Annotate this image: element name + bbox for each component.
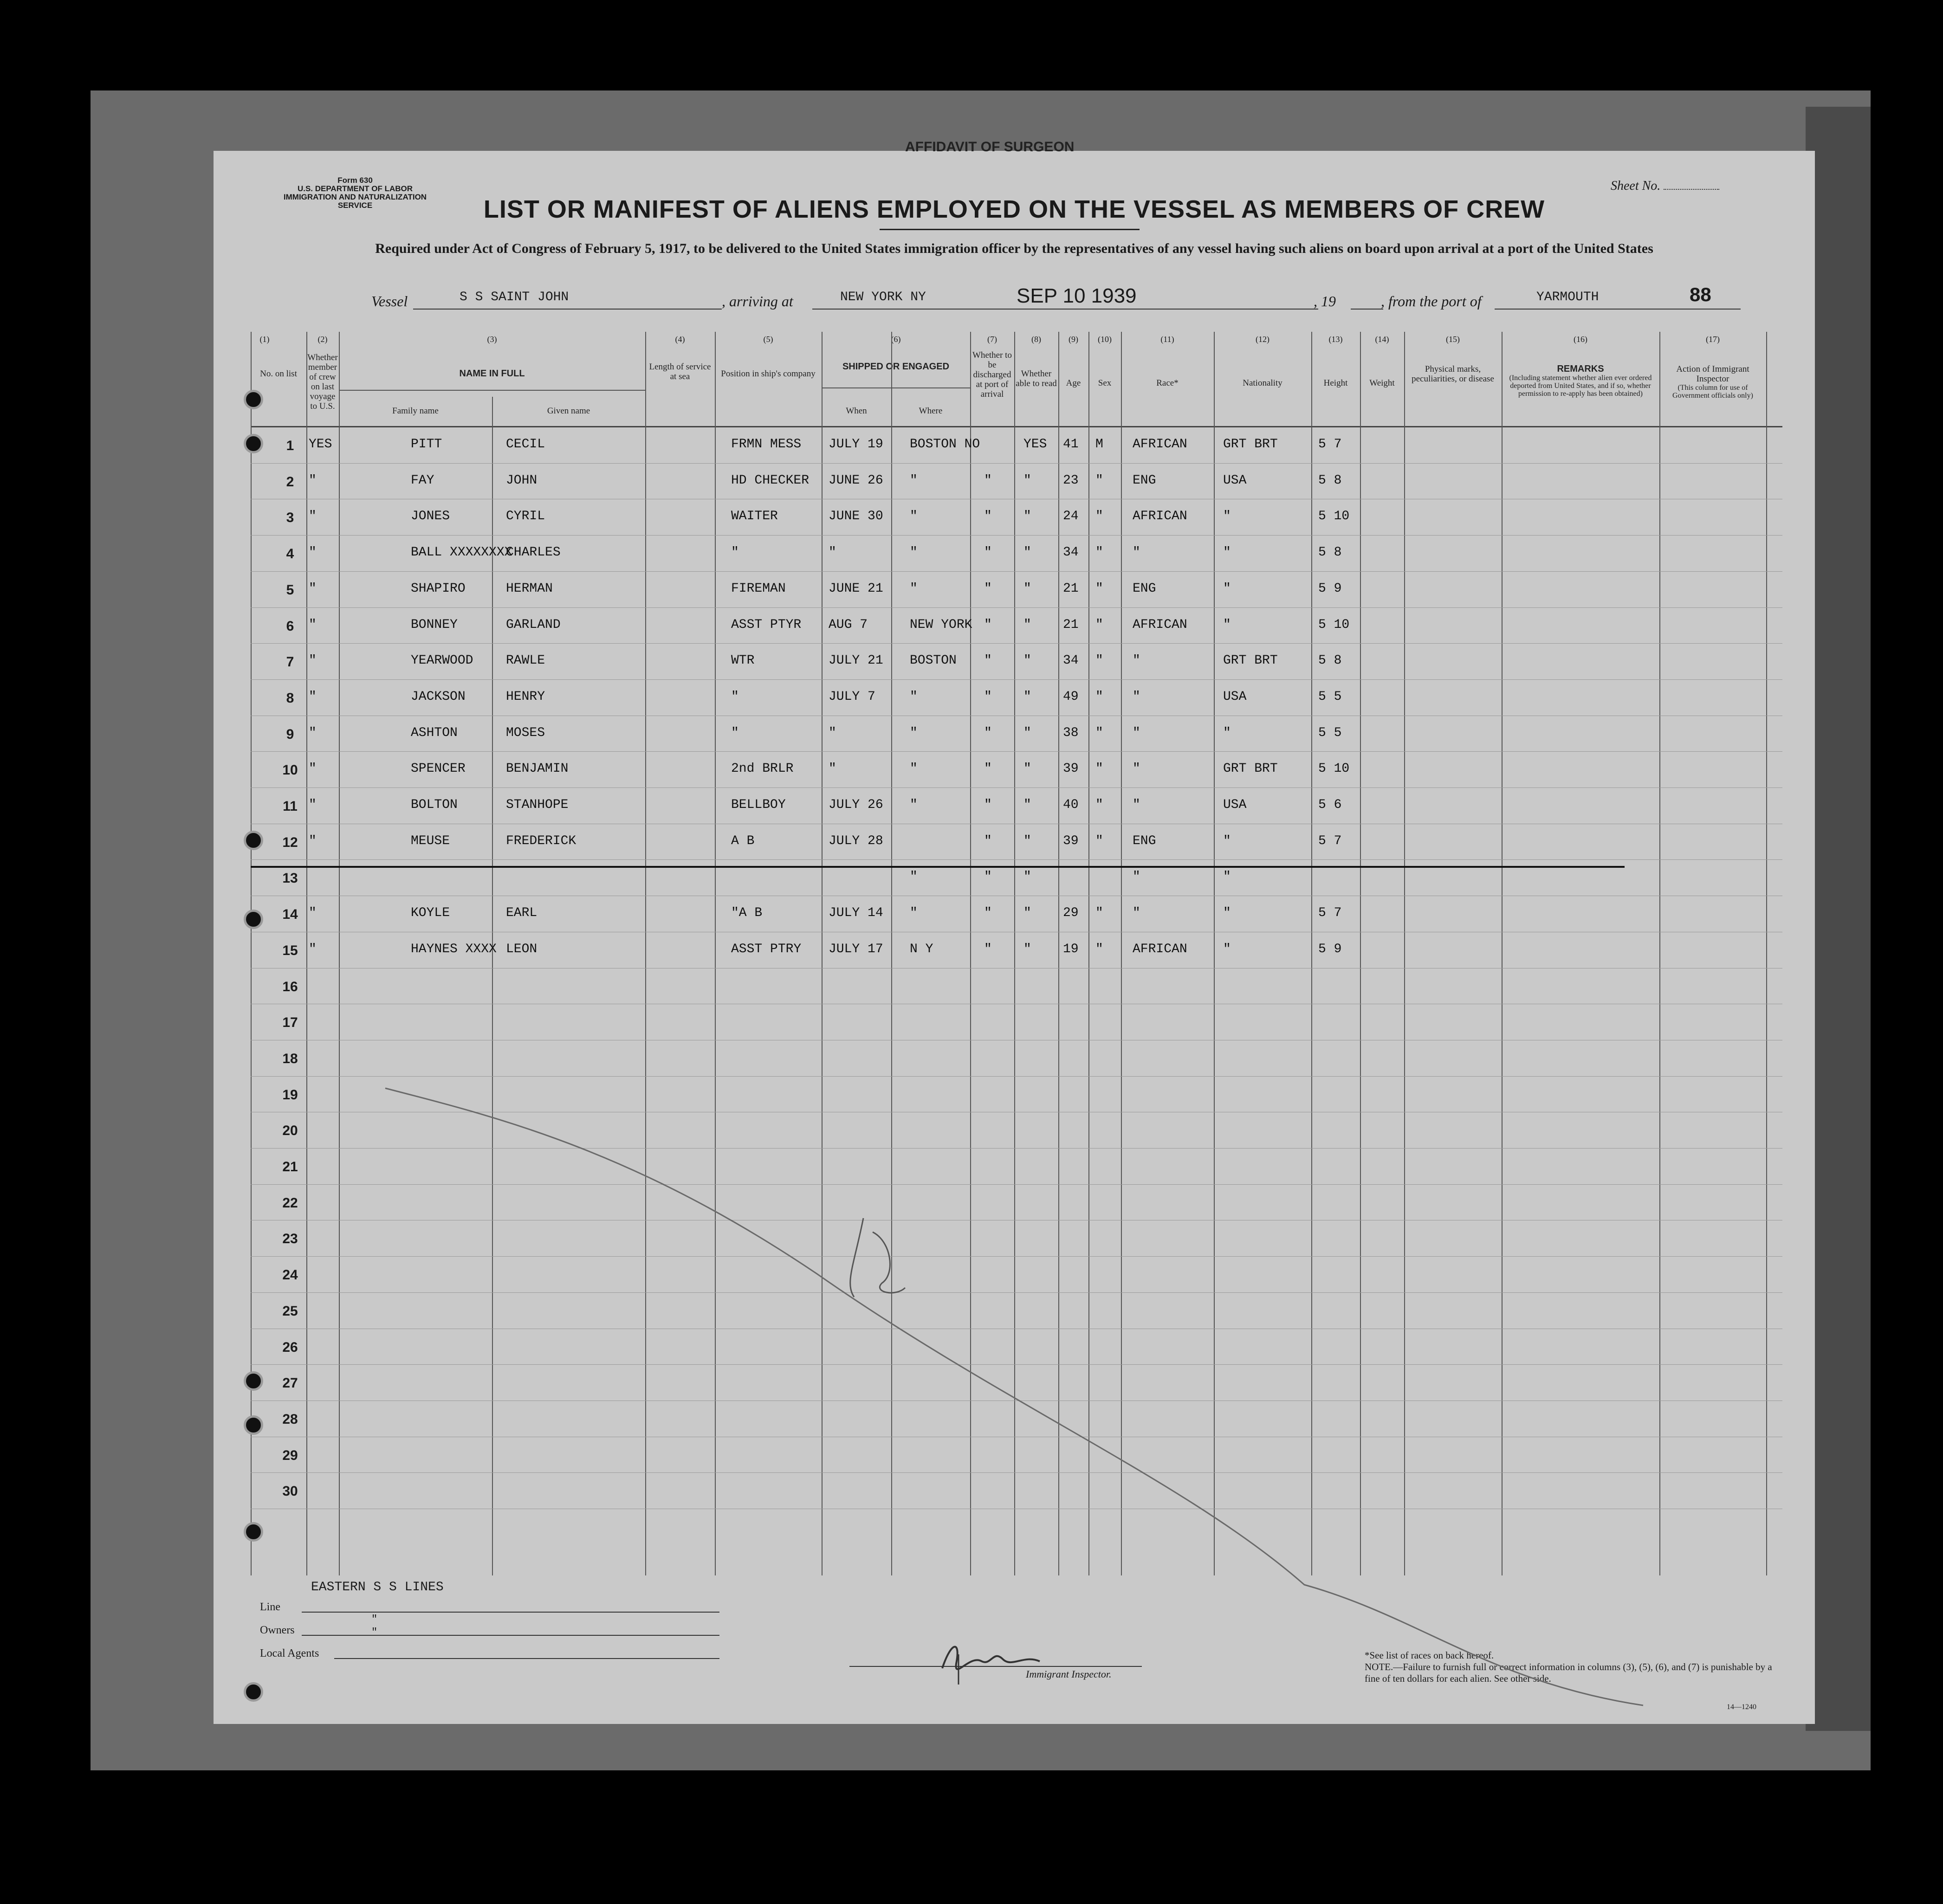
row-number: 29 [282, 1447, 298, 1463]
footnote-penalty: NOTE.—Failure to furnish full or correct information in columns (3), (5), (6), and (7) is punishable by a fine of ten dollars for each alien. See other side. [1365, 1661, 1772, 1684]
cell-when: JULY 19 [829, 437, 883, 452]
col-header-last-voyage: Whether member of crew on last voyage to U.S. [307, 353, 338, 411]
cell-race: ENG [1133, 581, 1156, 596]
cell-family: BOLTON [411, 798, 458, 812]
cell-discharged: " [984, 798, 992, 812]
from-port: YARMOUTH [1536, 290, 1599, 304]
cell-when: AUG 7 [829, 617, 868, 632]
cell-read: " [1023, 473, 1031, 488]
cell-family: SHAPIRO [411, 581, 466, 596]
cell-height: 5 10 [1318, 509, 1350, 524]
cell-race: " [1133, 689, 1140, 704]
colnum-17: (17) [1706, 335, 1720, 344]
cell-position: HD CHECKER [731, 473, 810, 488]
row-number: 3 [286, 510, 294, 526]
colnum-4: (4) [675, 335, 685, 344]
cell-last-voyage: " [309, 689, 317, 704]
cell-age: 29 [1063, 906, 1079, 921]
arriving-port: NEW YORK NY [840, 290, 926, 304]
col-header-no: No. on list [260, 369, 297, 379]
row-number: 16 [282, 979, 298, 994]
cell-height: 5 8 [1318, 473, 1342, 488]
cell-given: STANHOPE [506, 798, 569, 812]
cell-position: " [731, 725, 739, 740]
row-number: 9 [286, 726, 294, 742]
cell-where: NEW YORK [910, 617, 972, 632]
row-number: 23 [282, 1231, 298, 1247]
manifest-sheet [214, 151, 1815, 1724]
cell-age: 39 [1063, 833, 1079, 848]
cell-sex: " [1095, 725, 1103, 740]
row-number: 14 [282, 907, 298, 923]
cell-given: HENRY [506, 689, 545, 704]
cell-read: " [1023, 798, 1031, 812]
cell-position: " [731, 689, 739, 704]
cell-last-voyage: " [309, 545, 317, 560]
cell-sex: " [1095, 833, 1103, 848]
cell-discharged: " [984, 617, 992, 632]
cell-sex: " [1095, 509, 1103, 524]
colnum-15: (15) [1446, 335, 1460, 344]
cell-height: 5 9 [1318, 942, 1342, 956]
cell-nationality: " [1223, 906, 1231, 921]
col-header-sex: Sex [1098, 378, 1112, 388]
cell-given: MOSES [506, 725, 545, 740]
cell-discharged: " [984, 545, 992, 560]
cell-age: 39 [1063, 762, 1079, 776]
form-department: U.S. DEPARTMENT OF LABOR [297, 184, 413, 193]
cell-where: " [910, 906, 918, 921]
cell-family: HAYNES XXXX [411, 942, 497, 956]
cell-when: JULY 28 [829, 833, 883, 848]
cell-given: GARLAND [506, 617, 561, 632]
cell-family: YEARWOOD [411, 653, 473, 668]
colnum-9: (9) [1069, 335, 1078, 344]
colnum-1: (1) [259, 335, 270, 344]
row-number: 10 [282, 762, 298, 778]
cell-family: SPENCER [411, 762, 466, 776]
cell-when: JUNE 26 [829, 473, 883, 488]
cell-last-voyage: " [309, 473, 317, 488]
colnum-10: (10) [1098, 335, 1112, 344]
col-header-where: Where [919, 406, 943, 416]
cell-height: 5 7 [1318, 437, 1342, 452]
cell-position: "A B [731, 906, 763, 921]
cell-where: BOSTON [910, 653, 957, 668]
row-number: 7 [286, 654, 294, 670]
cell-given: EARL [506, 906, 538, 921]
cell-discharged: " [984, 870, 992, 884]
cell-sex: " [1095, 689, 1103, 704]
cell-family: JACKSON [411, 689, 466, 704]
arrival-date-stamp: SEP 10 1939 [1017, 284, 1137, 307]
owners-value: " [371, 1626, 378, 1638]
cell-age: 19 [1063, 942, 1079, 956]
col-header-height: Height [1323, 378, 1348, 388]
cell-race: ENG [1133, 833, 1156, 848]
cell-position: FIREMAN [731, 581, 786, 596]
action-note: (This column for use of Government officials only) [1672, 384, 1753, 400]
cell-given: HERMAN [506, 581, 553, 596]
colnum-7: (7) [987, 335, 997, 344]
cell-sex: " [1095, 942, 1103, 956]
row-number: 4 [286, 546, 294, 562]
cell-when: " [829, 545, 836, 560]
row-number: 28 [282, 1411, 298, 1427]
cell-height: 5 5 [1318, 689, 1342, 704]
cell-nationality: " [1223, 617, 1231, 632]
cell-position: " [731, 545, 739, 560]
cell-where: " [910, 870, 918, 884]
cell-read: " [1023, 906, 1031, 921]
sheet-number: 88 [1690, 284, 1711, 305]
owners-label: Owners [260, 1624, 295, 1636]
affidavit-of-surgeon: AFFIDAVIT OF SURGEON [905, 139, 1075, 155]
form-service: IMMIGRATION AND NATURALIZATION SERVICE [283, 193, 427, 210]
cell-given: JOHN [506, 473, 538, 488]
cell-when: JULY 21 [829, 653, 883, 668]
col-header-physical-marks: Physical marks, peculiarities, or disease [1412, 364, 1494, 384]
cell-race: " [1133, 762, 1140, 776]
col-header-when: When [846, 406, 867, 416]
cell-height: 5 8 [1318, 653, 1342, 668]
cell-where: " [910, 509, 918, 524]
cell-height: 5 5 [1318, 725, 1342, 740]
cell-read: " [1023, 653, 1031, 668]
cell-nationality: GRT BRT [1223, 437, 1278, 452]
footnote-races: *See list of races on back hereof. [1365, 1650, 1494, 1661]
cell-where: " [910, 581, 918, 596]
cell-sex: " [1095, 581, 1103, 596]
cell-read: " [1023, 509, 1031, 524]
year-label: , 19 [1314, 293, 1336, 310]
cell-family: PITT [411, 437, 442, 452]
row-number: 5 [286, 582, 294, 598]
cell-age: 38 [1063, 725, 1079, 740]
line-ditto: " [371, 1614, 378, 1625]
cell-when: " [829, 725, 836, 740]
cell-when: JUNE 30 [829, 509, 883, 524]
cell-where: " [910, 473, 918, 488]
cell-age: 23 [1063, 473, 1079, 488]
cell-last-voyage: " [309, 509, 317, 524]
cell-last-voyage: YES [309, 437, 332, 452]
cell-sex: " [1095, 617, 1103, 632]
col-header-nationality: Nationality [1243, 378, 1282, 388]
cell-race: " [1133, 725, 1140, 740]
cell-nationality: " [1223, 725, 1231, 740]
cell-where: " [910, 762, 918, 776]
cell-read: " [1023, 942, 1031, 956]
sheet-no-label: Sheet No. [1611, 179, 1661, 193]
vessel-label: Vessel [371, 293, 408, 310]
cell-family: BALL XXXXXXXX [411, 545, 512, 560]
cell-read: " [1023, 689, 1031, 704]
colnum-6: (6) [891, 335, 901, 344]
cell-position: WAITER [731, 509, 778, 524]
colnum-16: (16) [1574, 335, 1587, 344]
colnum-2: (2) [317, 335, 328, 344]
cell-position: ASST PTYR [731, 617, 802, 632]
colnum-12: (12) [1256, 335, 1269, 344]
cell-read: " [1023, 581, 1031, 596]
cell-sex: M [1095, 437, 1103, 452]
cell-when: " [829, 762, 836, 776]
row-number: 24 [282, 1267, 298, 1283]
cell-sex: " [1095, 798, 1103, 812]
col-header-weight: Weight [1369, 378, 1395, 388]
cell-read: " [1023, 617, 1031, 632]
cell-nationality: " [1223, 581, 1231, 596]
cell-family: ASHTON [411, 725, 458, 740]
colnum-13: (13) [1328, 335, 1343, 344]
row-number: 20 [282, 1123, 298, 1139]
vessel-name: S S SAINT JOHN [460, 290, 569, 304]
col-header-age: Age [1066, 378, 1081, 388]
cell-when: JULY 7 [829, 689, 875, 704]
col-header-family-name: Family name [392, 406, 439, 416]
from-port-label: , from the port of [1381, 293, 1482, 310]
cell-read: " [1023, 545, 1031, 560]
remarks-note: (Including statement whether alien ever ordered deported from United States, and if so, whether permission to re-apply has been obtained) [1509, 374, 1652, 398]
cell-last-voyage: " [309, 617, 317, 632]
cell-given: CECIL [506, 437, 545, 452]
cell-height: 5 8 [1318, 545, 1342, 560]
cell-age: 24 [1063, 509, 1079, 524]
colnum-8: (8) [1031, 335, 1041, 344]
colnum-14: (14) [1375, 335, 1389, 344]
cell-nationality: " [1223, 870, 1231, 884]
line-label: Line [260, 1601, 280, 1613]
row-number: 8 [286, 690, 294, 706]
colnum-3: (3) [487, 335, 497, 344]
cell-age: 49 [1063, 689, 1079, 704]
cell-discharged: " [984, 725, 992, 740]
cell-age: 34 [1063, 545, 1079, 560]
cell-discharged: " [984, 473, 992, 488]
cell-position: ASST PTRY [731, 942, 802, 956]
cell-age: 41 [1063, 437, 1079, 452]
cell-position: FRMN MESS [731, 437, 802, 452]
row-number: 27 [282, 1375, 298, 1391]
cell-height: 5 10 [1318, 762, 1350, 776]
row-number: 22 [282, 1195, 298, 1211]
cell-read: YES [1023, 437, 1047, 452]
row-number: 12 [282, 834, 298, 850]
cell-nationality: " [1223, 545, 1231, 560]
cell-age: 21 [1063, 581, 1079, 596]
row-number: 6 [286, 618, 294, 634]
colnum-5: (5) [763, 335, 773, 344]
cell-race: " [1133, 870, 1140, 884]
cell-race: AFRICAN [1133, 437, 1187, 452]
cell-height: 5 6 [1318, 798, 1342, 812]
cell-race: ENG [1133, 473, 1156, 488]
col-header-race: Race* [1156, 378, 1179, 388]
cell-position: WTR [731, 653, 755, 668]
cell-family: KOYLE [411, 906, 450, 921]
cell-where: " [910, 689, 918, 704]
cell-race: " [1133, 798, 1140, 812]
cell-sex: " [1095, 906, 1103, 921]
row-number: 26 [282, 1339, 298, 1355]
cell-sex: " [1095, 473, 1103, 488]
cell-sex: " [1095, 762, 1103, 776]
page-subtitle: Required under Act of Congress of February 5, 1917, to be delivered to the United States immigration officer by the representatives of any vessel having such aliens on board upon arrival at a port of the United States [375, 241, 1653, 256]
cell-race: AFRICAN [1133, 942, 1187, 956]
col-header-given-name: Given name [547, 406, 590, 416]
cell-nationality: USA [1223, 798, 1247, 812]
cell-discharged: " [984, 906, 992, 921]
cell-height: 5 9 [1318, 581, 1342, 596]
cell-last-voyage: " [309, 653, 317, 668]
row-number: 21 [282, 1159, 298, 1175]
cell-read: " [1023, 870, 1031, 884]
cell-read: " [1023, 833, 1031, 848]
cell-nationality: USA [1223, 473, 1247, 488]
cell-nationality: " [1223, 942, 1231, 956]
cell-where: " [910, 798, 918, 812]
cell-age: 40 [1063, 798, 1079, 812]
cell-when: JULY 26 [829, 798, 883, 812]
cell-discharged: " [984, 581, 992, 596]
cell-last-voyage: " [309, 906, 317, 921]
cell-age: 34 [1063, 653, 1079, 668]
cell-given: CHARLES [506, 545, 561, 560]
row-number: 2 [286, 474, 294, 490]
action-label: Action of Immigrant Inspector [1676, 364, 1749, 384]
cell-age: 21 [1063, 617, 1079, 632]
cell-nationality: " [1223, 833, 1231, 848]
cell-given: CYRIL [506, 509, 545, 524]
cell-position: BELLBOY [731, 798, 786, 812]
cell-race: AFRICAN [1133, 509, 1187, 524]
row-number: 19 [282, 1087, 298, 1103]
inspector-label: Immigrant Inspector. [1026, 1668, 1112, 1680]
cell-given: RAWLE [506, 653, 545, 668]
cell-height: 5 7 [1318, 906, 1342, 921]
cell-where: " [910, 545, 918, 560]
cell-family: JONES [411, 509, 450, 524]
cell-race: " [1133, 906, 1140, 921]
cell-family: BONNEY [411, 617, 458, 632]
cell-sex: " [1095, 545, 1103, 560]
row-number: 13 [282, 871, 298, 886]
row-number: 1 [286, 438, 294, 453]
col-header-service: Length of service at sea [649, 362, 711, 381]
cell-race: AFRICAN [1133, 617, 1187, 632]
cell-discharged: " [984, 689, 992, 704]
line-value: EASTERN S S LINES [311, 1580, 444, 1594]
col-header-discharged: Whether to be discharged at port of arrival [972, 350, 1012, 399]
cell-when: JULY 17 [829, 942, 883, 956]
agents-label: Local Agents [260, 1647, 319, 1659]
cell-last-voyage: " [309, 581, 317, 596]
remarks-label: REMARKS [1557, 364, 1604, 374]
cell-where: BOSTON NO [910, 437, 980, 452]
cell-discharged: " [984, 653, 992, 668]
cell-discharged: " [984, 833, 992, 848]
cell-given: BENJAMIN [506, 762, 569, 776]
colnum-11: (11) [1160, 335, 1174, 344]
col-header-position: Position in ship's company [721, 369, 816, 379]
cell-given: LEON [506, 942, 538, 956]
cell-discharged: " [984, 509, 992, 524]
cell-nationality: GRT BRT [1223, 762, 1278, 776]
row-number: 18 [282, 1051, 298, 1066]
row-number: 11 [283, 799, 298, 814]
cell-height: 5 7 [1318, 833, 1342, 848]
cell-last-voyage: " [309, 798, 317, 812]
row-number: 25 [282, 1303, 298, 1319]
page-title: LIST OR MANIFEST OF ALIENS EMPLOYED ON THE VESSEL AS MEMBERS OF CREW [483, 195, 1545, 223]
arriving-label: , arriving at [722, 293, 793, 310]
cell-position: 2nd BRLR [731, 762, 794, 776]
cell-when: JUNE 21 [829, 581, 883, 596]
cell-where: N Y [910, 942, 933, 956]
cell-race: " [1133, 653, 1140, 668]
shipped-engaged-label: SHIPPED OR ENGAGED [842, 361, 950, 372]
cell-given: FREDERICK [506, 833, 576, 848]
row-number: 15 [282, 942, 298, 958]
cell-position: A B [731, 833, 755, 848]
form-number: Form 630 [337, 176, 373, 185]
backing-edge [1806, 107, 1871, 1731]
cell-race: " [1133, 545, 1140, 560]
cell-last-voyage: " [309, 942, 317, 956]
cell-read: " [1023, 762, 1031, 776]
cell-last-voyage: " [309, 762, 317, 776]
cell-where: " [910, 725, 918, 740]
cell-nationality: " [1223, 509, 1231, 524]
cell-height: 5 10 [1318, 617, 1350, 632]
cell-family: FAY [411, 473, 434, 488]
cell-discharged: " [984, 942, 992, 956]
cell-nationality: USA [1223, 689, 1247, 704]
cell-family: MEUSE [411, 833, 450, 848]
cell-when: JULY 14 [829, 906, 883, 921]
row-number: 30 [282, 1484, 298, 1499]
cell-discharged: " [984, 762, 992, 776]
pencil-marks [214, 151, 1815, 1724]
row-number: 17 [282, 1015, 298, 1031]
cell-last-voyage: " [309, 833, 317, 848]
cell-read: " [1023, 725, 1031, 740]
cell-last-voyage: " [309, 725, 317, 740]
col-header-read: Whether able to read [1016, 369, 1057, 388]
name-in-full-label: NAME IN FULL [459, 368, 525, 379]
form-code: 14—1240 [1727, 1703, 1756, 1711]
cell-sex: " [1095, 653, 1103, 668]
cell-nationality: GRT BRT [1223, 653, 1278, 668]
